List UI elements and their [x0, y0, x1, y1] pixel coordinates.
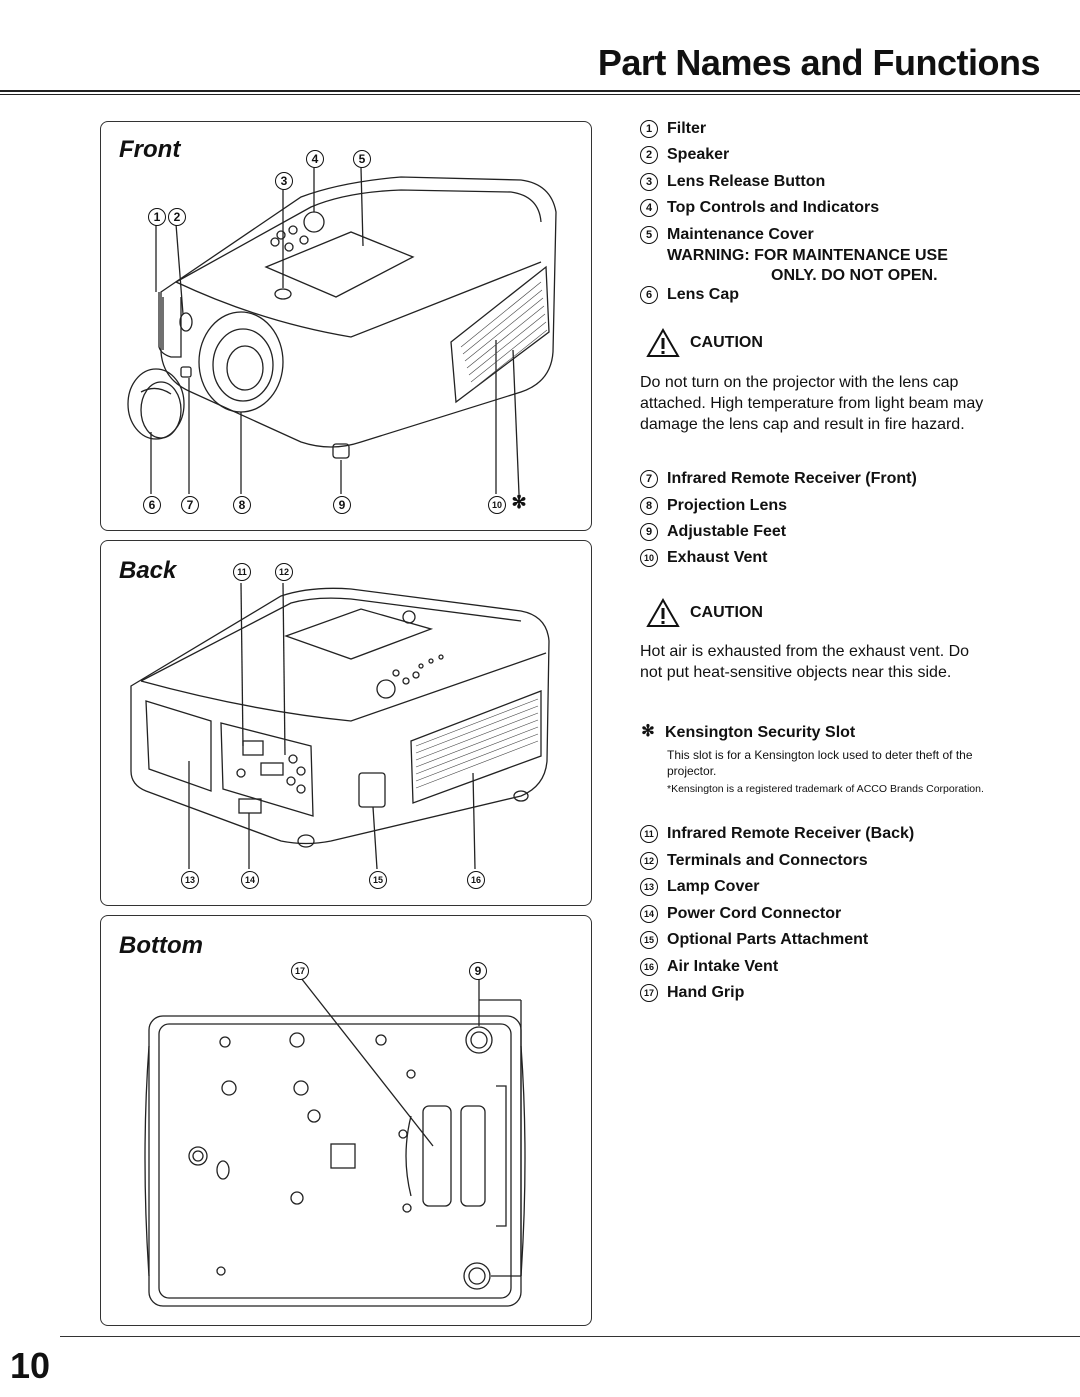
bottom-panel-title: Bottom	[119, 932, 203, 959]
front-callout-4: 4	[306, 150, 324, 168]
back-panel	[100, 540, 592, 906]
bottom-panel	[100, 915, 592, 1326]
warning-line-2: ONLY. DO NOT OPEN.	[771, 267, 938, 284]
front-callout-10: 10	[488, 496, 506, 514]
part-item-terminals: 12 Terminals and Connectors	[640, 852, 868, 870]
kensington-trademark: *Kensington is a registered trademark of ACCO Brands Corporation.	[667, 783, 984, 795]
back-callout-16: 16	[467, 871, 485, 889]
front-callout-9: 9	[333, 496, 351, 514]
front-callout-1: 1	[148, 208, 166, 226]
front-callout-3: 3	[275, 172, 293, 190]
front-panel	[100, 121, 592, 531]
front-callout-7: 7	[181, 496, 199, 514]
bottom-callout-17: 17	[291, 962, 309, 980]
front-callout-8: 8	[233, 496, 251, 514]
part-item-filter: 1 Filter	[640, 120, 706, 138]
front-callout-5: 5	[353, 150, 371, 168]
kensington-note: This slot is for a Kensington lock used to deter theft of the projector.	[667, 748, 973, 778]
warning-triangle-icon	[646, 598, 680, 628]
page-title: Part Names and Functions	[597, 42, 1040, 83]
part-item-power-cord-connector: 14 Power Cord Connector	[640, 905, 841, 923]
back-callout-11: 11	[233, 563, 251, 581]
front-callout-6: 6	[143, 496, 161, 514]
part-item-lens-release-button: 3 Lens Release Button	[640, 173, 825, 191]
front-panel-title: Front	[119, 136, 181, 163]
part-item-maintenance-cover: 5 Maintenance Cover	[640, 226, 814, 244]
bottom-projector-illustration	[101, 916, 591, 1325]
back-projector-illustration	[101, 541, 591, 905]
back-callout-15: 15	[369, 871, 387, 889]
back-panel-title: Back	[119, 557, 177, 584]
part-item-adjustable-feet: 9 Adjustable Feet	[640, 523, 786, 541]
warning-line-1: WARNING: FOR MAINTENANCE USE	[667, 247, 948, 264]
page-number: 10	[10, 1345, 51, 1386]
part-item-ir-receiver-back: 11 Infrared Remote Receiver (Back)	[640, 825, 914, 843]
part-item-air-intake-vent: 16 Air Intake Vent	[640, 958, 778, 976]
part-item-optional-parts: 15 Optional Parts Attachment	[640, 931, 868, 949]
part-item-speaker: 2 Speaker	[640, 146, 729, 164]
part-item-hand-grip: 17 Hand Grip	[640, 984, 744, 1002]
part-item-ir-receiver-front: 7 Infrared Remote Receiver (Front)	[640, 470, 917, 488]
part-item-lens-cap: 6 Lens Cap	[640, 286, 739, 304]
caution-text-2: Hot air is exhausted from the exhaust vent. Do not put heat-sensitive objects near this side.	[640, 643, 970, 681]
front-callout-asterisk: ✻	[511, 492, 527, 512]
front-callout-2: 2	[168, 208, 186, 226]
front-projector-illustration	[101, 122, 591, 530]
part-item-kensington-slot: ✻ Kensington Security Slot	[641, 723, 856, 741]
bottom-callout-9: 9	[469, 962, 487, 980]
part-item-exhaust-vent: 10 Exhaust Vent	[640, 549, 767, 567]
part-item-lamp-cover: 13 Lamp Cover	[640, 878, 759, 896]
caution-text-1: Do not turn on the projector with the lens cap attached. High temperature from light beam may damage the lens cap and result in fire hazard.	[640, 374, 984, 433]
back-callout-12: 12	[275, 563, 293, 581]
footer-rule	[60, 1336, 1080, 1337]
part-item-projection-lens: 8 Projection Lens	[640, 497, 787, 515]
title-rule-thin	[0, 94, 1080, 95]
title-rule	[0, 90, 1080, 92]
back-callout-13: 13	[181, 871, 199, 889]
part-item-top-controls: 4 Top Controls and Indicators	[640, 199, 879, 217]
warning-triangle-icon	[646, 328, 680, 358]
back-callout-14: 14	[241, 871, 259, 889]
